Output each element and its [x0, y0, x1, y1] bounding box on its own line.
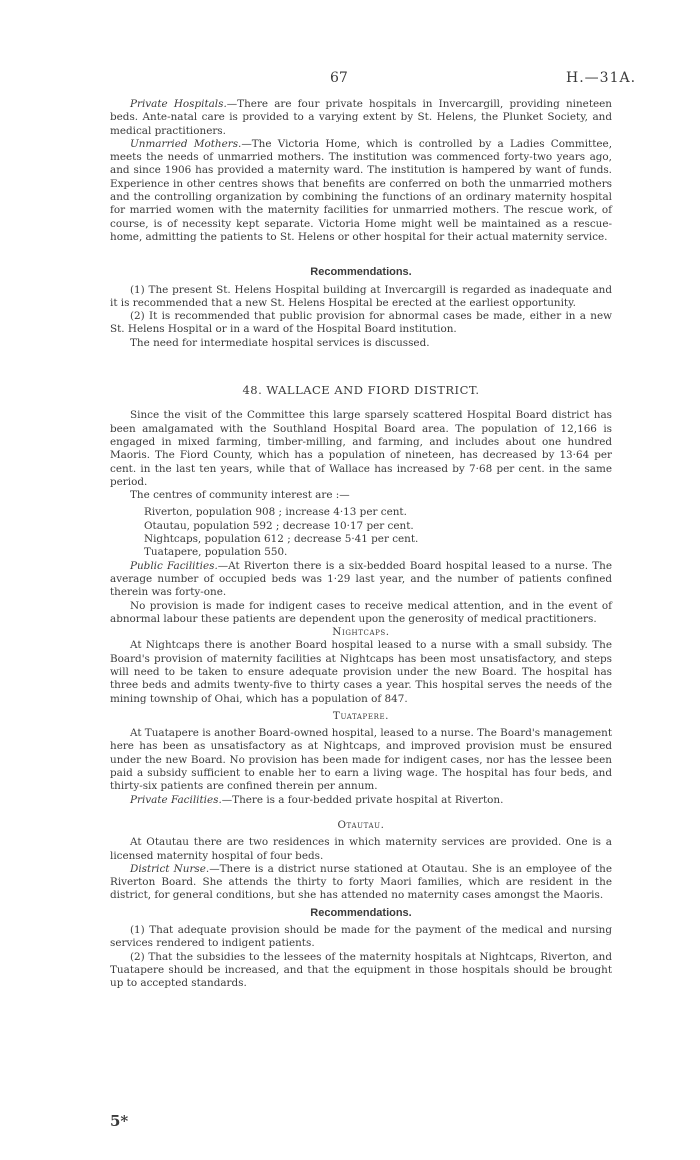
private-hospitals-lead: Private Hospitals. [130, 98, 227, 110]
unmarried-mothers-text: —The Victoria Home, which is controlled by a Ladies Committee, meets the needs of unmarried mothers. The institution was commenced forty-two years ago, and since 1906 has provided a maternity ward. The institution is hampered by want of funds. Experience in other centres shows that benefits are conferred on both the unmarried mothers and the controlling organization by combining the functions of an ordinary maternity hospital for married women with the maternity facilities for unmarried mothers. The rescue work, of course, is of necessity kept separate. Victoria Home might well be maintained as a rescue-home, admitting the patients to St. Helens or other hospital for their actual maternity service. [110, 137, 612, 243]
centre-item: Riverton, population 908 ; increase 4·13 per cent. [144, 506, 407, 519]
document-reference: H.—31A. [566, 70, 637, 86]
recommendation-item: The need for intermediate hospital services is discussed. [130, 336, 430, 349]
section-intro: Since the visit of the Committee this large sparsely scattered Hospital Board district has been amalgamated with the Southland Hospital Board area. The population of 12,166 is engaged in mixed farming, timber-milling, and farming, and includes about one hundred Maoris. The Fiord County, which has a population of nineteen, has decreased by 13·64 per cent. in the last ten years, while that of Wallace has increased by 7·68 per cent. in the same period. [110, 409, 612, 488]
private-hospitals-text: —There are four private hospitals in Invercargill, providing nineteen beds. Ante-natal care is provided to a varying extent by St. Helens, the Plunket Society, and medical practitioners. [110, 98, 612, 137]
recommendation-item: (2) That the subsidies to the lessees of the maternity hospitals at Nightcaps, Riverton, and Tuatapere should be increased, and that the equipment in those hospitals should be brought up to accepted standards. [110, 950, 612, 990]
page-header [0, 70, 700, 90]
tuatapere-paragraph: At Tuatapere is another Board-owned hospital, leased to a nurse. The Board's management here has been as unsatisfactory as at Nightcaps, and improved provision must be ensured under the new Board. No provision has been made for indigent cases, nor has the lessee been paid a subsidy sufficient to enable her to earn a living wage. The hospital has four beds, and thirty-six patients are confined therein per annum. [110, 727, 612, 793]
private-facilities-text: —There is a four-bedded private hospital at Riverton. [221, 793, 504, 806]
district-nurse-text: —There is a district nurse stationed at Otautau. She is an employee of the Riverton Board. She attends the thirty to forty Maori families, which are resident in the district, for general conditions, but she has attended no maternity cases amongst the Maoris. [110, 862, 612, 902]
centres-lead: The centres of community interest are :— [130, 489, 350, 502]
district-nurse-paragraph [110, 863, 612, 903]
public-facilities-text: —At Riverton there is a six-bedded Board hospital leased to a nurse. The average number of occupied beds was 1·29 last year, and the number of patients confined therein was forty-one. [110, 559, 613, 599]
centre-item: Nightcaps, population 612 ; decrease 5·41 per cent. [144, 533, 419, 546]
recommendation-item: (1) The present St. Helens Hospital building at Invercargill is regarded as inadequate and it is recommended that a new St. Helens Hospital be erected at the earliest opportunity. [110, 283, 612, 309]
indigent-paragraph: No provision is made for indigent cases to receive medical attention, and in the event of abnormal labour these patients are dependent upon the generosity of medical practitioners. [110, 599, 612, 625]
centre-item: Tuatapere, population 550. [144, 546, 288, 559]
body-text [110, 98, 612, 991]
section-heading: 48. WALLACE AND FIORD DISTRICT. [242, 383, 480, 398]
public-facilities-lead: Public Facilities. [130, 559, 218, 572]
district-nurse-lead: District Nurse. [130, 862, 210, 875]
unmarried-mothers-paragraph [110, 138, 612, 244]
centre-item: Otautau, population 592 ; decrease 10·17 per cent. [144, 519, 414, 532]
recommendation-item: (1) That adequate provision should be made for the payment of the medical and nursing services rendered to indigent patients. [110, 924, 612, 950]
private-hospitals-paragraph [110, 98, 612, 138]
private-facilities-paragraph [110, 794, 612, 807]
tuatapere-heading: Tuatapere. [332, 709, 390, 722]
recommendation-item: (2) It is recommended that public provision for abnormal cases be made, either in a new St. Helens Hospital or in a ward of the Hospital Board institution. [110, 310, 612, 336]
nightcaps-heading: Nightcaps. [332, 626, 390, 639]
otautau-heading: Otautau. [337, 818, 385, 831]
public-facilities-paragraph [110, 560, 612, 600]
recommendations-heading: Recommendations. [310, 266, 412, 279]
unmarried-mothers-lead: Unmarried Mothers. [130, 137, 242, 150]
private-facilities-lead: Private Facilities. [130, 793, 222, 806]
recommendations-heading: Recommendations. [310, 906, 412, 919]
nightcaps-paragraph: At Nightcaps there is another Board hospital leased to a nurse with a small subsidy. The Board's provision of maternity facilities at Nightcaps has been most unsatisfactory, and steps will need to be taken to ensure adequate provision under the new Board. The hospital has three beds and admits twenty-five to thirty cases a year. This hospital serves the needs of the mining township of Ohai, which has a population of 847. [110, 639, 612, 705]
footer-signature-mark: 5* [110, 1112, 129, 1130]
page-number: 67 [330, 70, 348, 86]
otautau-paragraph: At Otautau there are two residences in which maternity services are provided. One is a licensed maternity hospital of four beds. [110, 836, 612, 862]
